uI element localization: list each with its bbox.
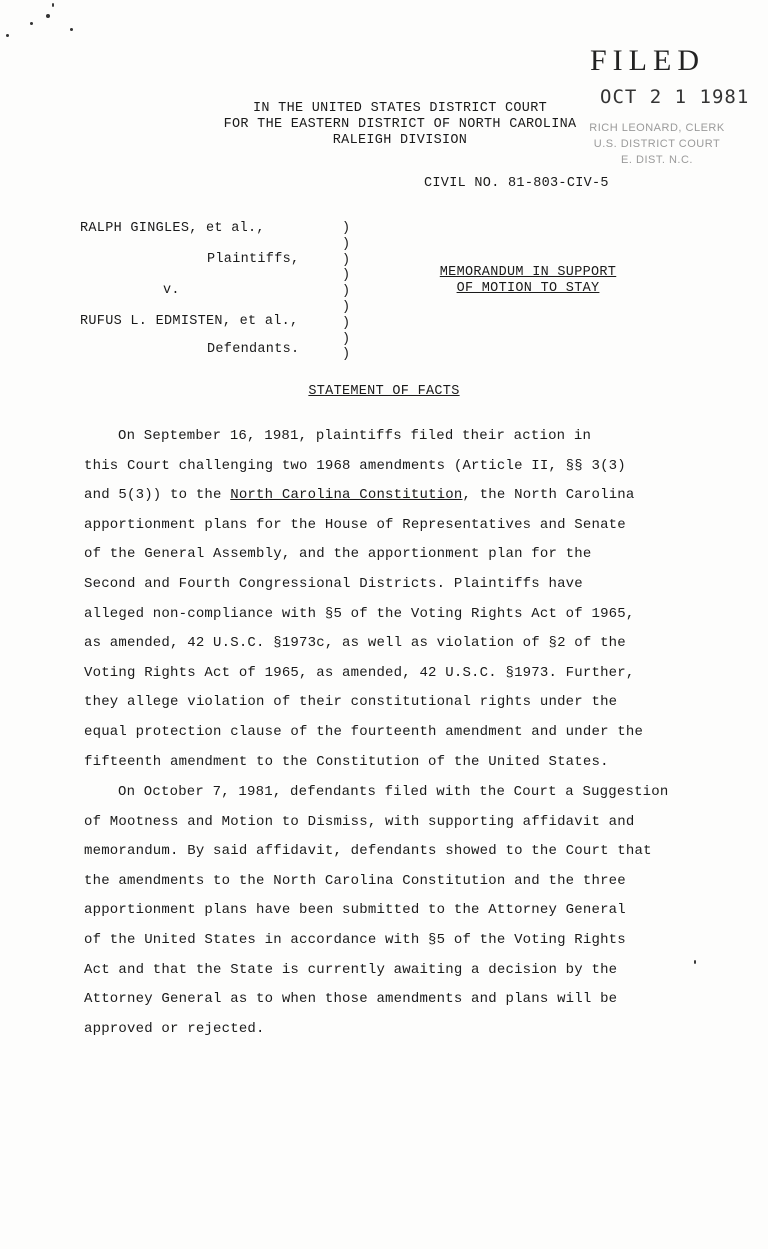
text-line: alleged non-compliance with §5 of the Voting Rights Act of 1965, <box>84 605 635 622</box>
paren: ) <box>342 299 351 315</box>
text-line: Second and Fourth Congressional Districts. Plaintiffs have <box>84 575 583 592</box>
section-heading <box>0 384 768 399</box>
text-line: memorandum. By said affidavit, defendants showed to the Court that <box>84 843 652 860</box>
text-span: , the North Carolina <box>462 487 635 504</box>
memo-title-line-2: OF MOTION TO STAY <box>456 281 600 296</box>
civil-number: CIVIL NO. 81-803-CIV-5 <box>424 176 609 191</box>
text-line: On October 7, 1981, defendants filed with the Court a Suggestion <box>118 784 669 800</box>
paren: ) <box>342 236 351 252</box>
caption-parentheses <box>342 221 354 363</box>
court-line-1: IN THE UNITED STATES DISTRICT COURT <box>252 101 548 116</box>
paragraph-1 <box>84 422 724 777</box>
text-line: apportionment plans have been submitted to the Attorney General <box>84 902 626 919</box>
paren: ) <box>342 331 351 347</box>
text-line: they allege violation of their constitutional rights under the <box>84 694 618 711</box>
plaintiff-name: RALPH GINGLES, et al., <box>80 221 265 236</box>
defendant-role: Defendants. <box>207 342 300 357</box>
text-span: and 5(3)) to the <box>84 487 231 504</box>
text-line: approved or rejected. <box>84 1020 265 1037</box>
text-line: Voting Rights Act of 1965, as amended, 42 U.S.C. §1973. Further, <box>84 664 635 681</box>
text-line: equal protection clause of the fourteenth amendment and under the <box>84 723 644 740</box>
text-line: of the General Assembly, and the apportionment plan for the <box>84 546 592 563</box>
text-line: Attorney General as to when those amendments and plans will be <box>84 991 618 1008</box>
court-line-3: RALEIGH DIVISION <box>332 133 468 148</box>
clerk-line: RICH LEONARD, CLERK <box>589 122 725 134</box>
defendant-name: RUFUS L. EDMISTEN, et al., <box>80 314 299 329</box>
memo-title-line-1: MEMORANDUM IN SUPPORT <box>439 265 617 280</box>
versus: v. <box>163 283 180 298</box>
filed-date: OCT 2 1 1981 <box>600 86 750 108</box>
section-heading-text: STATEMENT OF FACTS <box>308 384 460 399</box>
text-line: as amended, 42 U.S.C. §1973c, as well as violation of §2 of the <box>84 635 626 652</box>
clerk-line: U.S. DISTRICT COURT <box>593 138 721 150</box>
paren: ) <box>342 315 351 331</box>
text-line: Act and that the State is currently awaiting a decision by the <box>84 961 618 978</box>
paren: ) <box>342 221 351 236</box>
scan-speck <box>30 22 33 25</box>
paren: ) <box>342 268 351 284</box>
text-line: apportionment plans for the House of Representatives and Senate <box>84 516 626 533</box>
paren: ) <box>342 252 351 268</box>
text-line: On September 16, 1981, plaintiffs filed their action in <box>118 428 592 444</box>
scan-speck <box>52 3 54 7</box>
paragraph-2 <box>84 778 724 1044</box>
scan-speck <box>6 34 9 37</box>
text-line: of Mootness and Motion to Dismiss, with supporting affidavit and <box>84 813 635 830</box>
text-line: the amendments to the North Carolina Constitution and the three <box>84 872 626 889</box>
paren: ) <box>342 284 351 300</box>
scan-speck <box>46 14 50 18</box>
text-line: this Court challenging two 1968 amendments (Article II, §§ 3(3) <box>84 457 626 474</box>
text-line <box>84 481 724 511</box>
filed-stamp: FILED <box>590 44 705 77</box>
court-header <box>170 101 630 149</box>
constitution-reference: North Carolina Constitution <box>230 487 463 504</box>
court-line-2: FOR THE EASTERN DISTRICT OF NORTH CAROLINA <box>223 117 577 132</box>
text-line: fifteenth amendment to the Constitution of the United States. <box>84 753 609 770</box>
plaintiff-role: Plaintiffs, <box>207 252 300 267</box>
text-line: of the United States in accordance with §5 of the Voting Rights <box>84 931 626 948</box>
paren: ) <box>342 347 351 363</box>
memo-title <box>432 265 624 297</box>
scan-speck <box>70 28 73 31</box>
clerk-line: E. DIST. N.C. <box>621 154 693 166</box>
